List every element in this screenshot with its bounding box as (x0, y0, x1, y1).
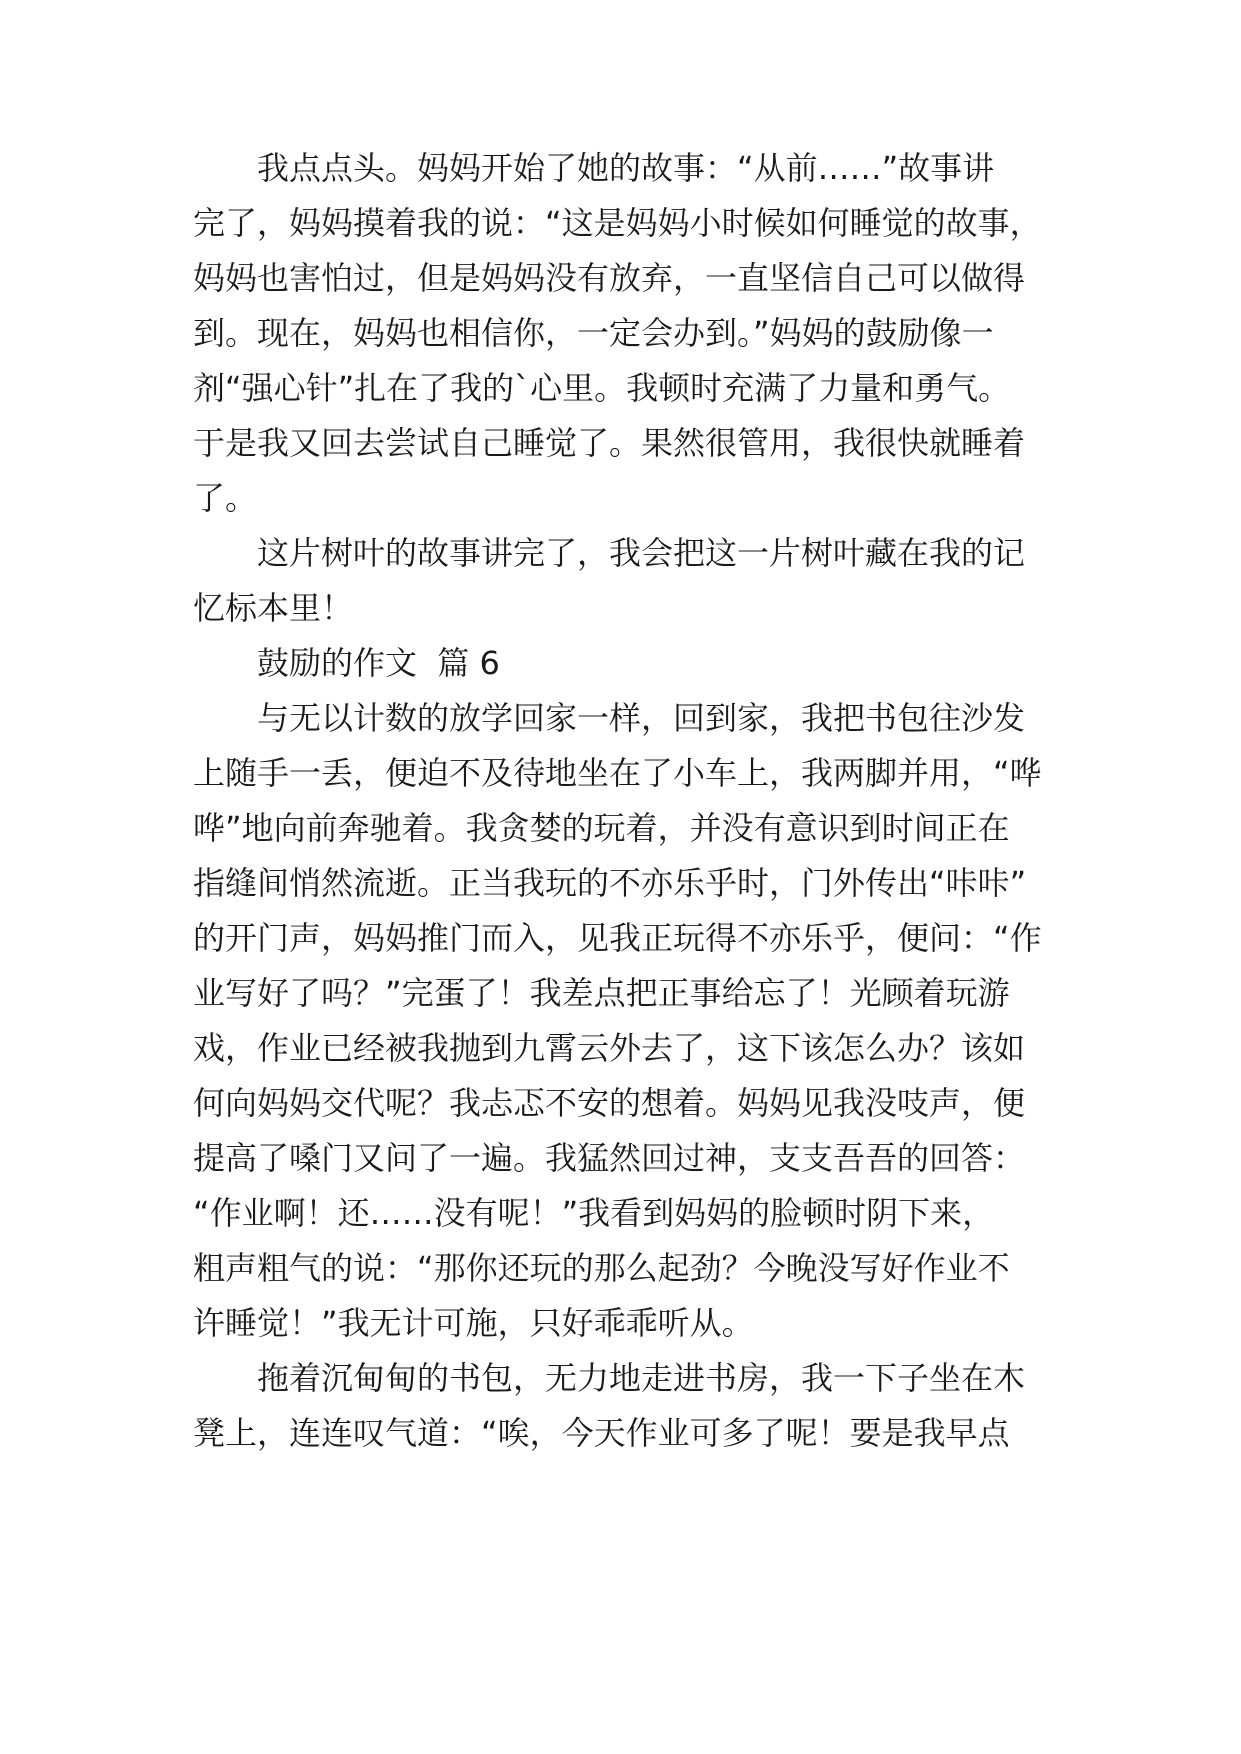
paragraph-3-line: “作业啊！还……没有呢！”我看到妈妈的脸顿时阴下来， (193, 1194, 995, 1232)
paragraph-1-line: 到。现在，妈妈也相信你，一定会办到。”妈妈的鼓励像一 (193, 314, 994, 352)
paragraph-3-line: 上随手一丢，便迫不及待地坐在了小车上，我两脚并用，“哗 (193, 754, 1042, 792)
paragraph-1-line: 了。 (193, 479, 258, 517)
paragraph-1-line: 剂“强心针”扎在了我的`心里。我顿时充满了力量和勇气。 (193, 369, 1011, 407)
paragraph-3-line: 的开门声，妈妈推门而入，见我正玩得不亦乐乎，便问：“作 (193, 919, 1042, 957)
paragraph-3-line: 许睡觉！”我无计可施，只好乖乖听从。 (193, 1304, 754, 1342)
paragraph-3-line: 提高了嗓门又问了一遍。我猛然回过神，支支吾吾的回答： (193, 1139, 1026, 1177)
paragraph-2-line: 这片树叶的故事讲完了，我会把这一片树叶藏在我的记 (257, 534, 1026, 572)
paragraph-3-line: 业写好了吗？”完蛋了！我差点把正事给忘了！光顾着玩游 (193, 974, 1010, 1012)
paragraph-3-line: 戏，作业已经被我抛到九霄云外去了，这下该怎么办？该如 (193, 1029, 1026, 1067)
paragraph-1-line: 妈妈也害怕过，但是妈妈没有放弃，一直坚信自己可以做得 (193, 259, 1026, 297)
section-heading: 鼓励的作文 篇 6 (257, 644, 500, 682)
paragraph-3-line: 指缝间悄然流逝。正当我玩的不亦乐乎时，门外传出“咔咔” (193, 864, 1027, 902)
paragraph-1-line: 于是我又回去尝试自己睡觉了。果然很管用，我很快就睡着 (193, 424, 1026, 462)
paragraph-3-line: 粗声粗气的说：“那你还玩的那么起劲？今晚没写好作业不 (193, 1249, 1010, 1287)
paragraph-4-line: 拖着沉甸甸的书包，无力地走进书房，我一下子坐在木 (257, 1359, 1026, 1397)
paragraph-1-line: 我点点头。妈妈开始了她的故事：“从前……”故事讲 (257, 149, 995, 187)
paragraph-3-line: 何向妈妈交代呢？我忐忑不安的想着。妈妈见我没吱声，便 (193, 1084, 1026, 1122)
paragraph-1-line: 完了，妈妈摸着我的说：“这是妈妈小时候如何睡觉的故事， (193, 204, 1042, 242)
paragraph-3-line: 哗”地向前奔驰着。我贪婪的玩着，并没有意识到时间正在 (193, 809, 1010, 847)
paragraph-4-line: 凳上，连连叹气道：“唉，今天作业可多了呢！要是我早点 (193, 1414, 1010, 1452)
paragraph-2-line: 忆标本里！ (193, 589, 354, 627)
paragraph-3-line: 与无以计数的放学回家一样，回到家，我把书包往沙发 (257, 699, 1026, 737)
